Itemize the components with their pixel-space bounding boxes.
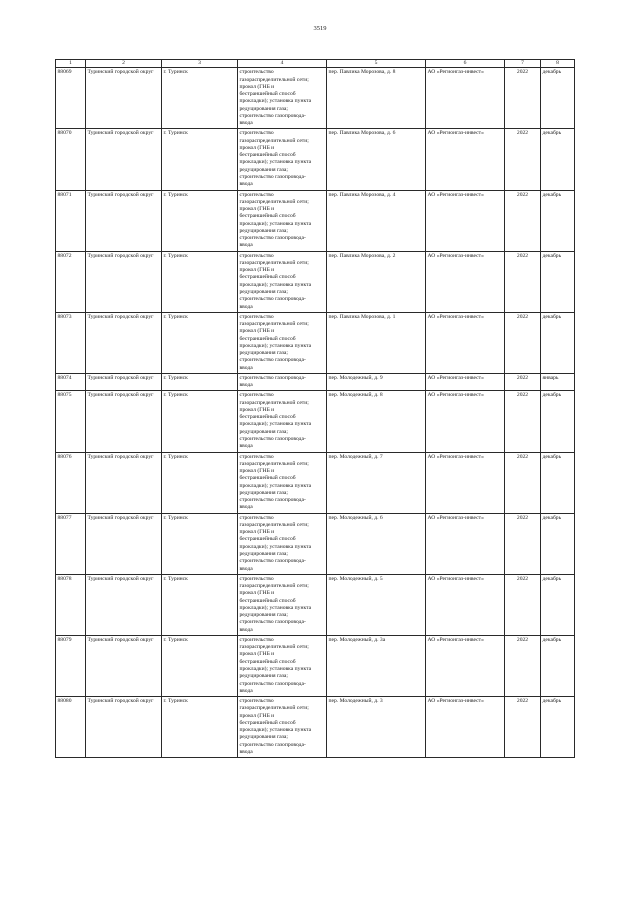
month-cell: декабрь xyxy=(541,312,575,373)
gasification-register-table xyxy=(55,59,575,758)
works-line: строительство газопровода- xyxy=(239,296,306,303)
organization-cell: АО «Регионгаз-инвест» xyxy=(426,391,505,452)
works-line: ввода xyxy=(239,687,253,694)
works-line: строительство газопровода- xyxy=(239,235,306,242)
object-id-cell: 88075 xyxy=(56,391,86,452)
month-cell: декабрь xyxy=(541,251,575,312)
year-cell: 2022 xyxy=(505,452,541,513)
works-line: строительство xyxy=(239,453,274,460)
works-line: прокол (ГНБ и xyxy=(239,328,275,335)
object-id-cell: 88076 xyxy=(56,452,86,513)
organization-cell: АО «Регионгаз-инвест» xyxy=(426,68,505,129)
works-line: ввода xyxy=(239,565,253,572)
works-line: редуцирования газа; xyxy=(239,612,288,619)
works-line: прокол (ГНБ и xyxy=(239,651,275,658)
year-cell: 2022 xyxy=(505,129,541,190)
works-line: бестраншейный способ xyxy=(239,274,296,281)
district-cell: Туринский городской округ xyxy=(86,251,162,312)
works-line: прокладки); установка пункта xyxy=(239,281,312,288)
table-row xyxy=(56,68,575,129)
year-cell: 2022 xyxy=(505,635,541,696)
object-id-cell: 88079 xyxy=(56,635,86,696)
works-line: строительство xyxy=(239,575,274,582)
works-line: газораспределительной сети; xyxy=(239,644,309,651)
month-cell: декабрь xyxy=(541,391,575,452)
works-line: прокол (ГНБ и xyxy=(239,712,275,719)
locality-cell: г. Туринск xyxy=(162,190,238,251)
table-row xyxy=(56,190,575,251)
works-line: бестраншейный способ xyxy=(239,335,296,342)
month-cell: декабрь xyxy=(541,68,575,129)
object-id-cell: 88073 xyxy=(56,312,86,373)
works-cell xyxy=(238,391,327,452)
address-cell: пер. Павлика Морозова, д. 8 xyxy=(327,68,426,129)
works-line: ввода xyxy=(239,181,253,188)
year-cell: 2022 xyxy=(505,697,541,758)
works-line: прокладки); установка пункта xyxy=(239,604,312,611)
works-line: прокол (ГНБ и xyxy=(239,206,275,213)
works-line: редуцирования газа; xyxy=(239,673,288,680)
works-line: строительство xyxy=(239,636,274,643)
works-cell xyxy=(238,697,327,758)
locality-cell: г. Туринск xyxy=(162,513,238,574)
works-line: бестраншейный способ xyxy=(239,658,296,665)
column-number-cell: 4 xyxy=(238,60,327,68)
works-cell xyxy=(238,574,327,635)
address-cell: пер. Молодежный, д. 5 xyxy=(327,574,426,635)
works-cell xyxy=(238,312,327,373)
works-line: газораспределительной сети; xyxy=(239,198,309,205)
column-number-cell: 8 xyxy=(541,60,575,68)
works-line: газораспределительной сети; xyxy=(239,399,309,406)
works-line: строительство xyxy=(239,69,274,76)
works-line: прокладки); установка пункта xyxy=(239,159,312,166)
works-line: прокладки); установка пункта xyxy=(239,543,312,550)
object-id-cell: 88072 xyxy=(56,251,86,312)
works-line: газораспределительной сети; xyxy=(239,76,309,83)
district-cell: Туринский городской округ xyxy=(86,190,162,251)
works-line: прокладки); установка пункта xyxy=(239,220,312,227)
works-line: строительство газопровода- xyxy=(239,112,306,119)
month-cell: декабрь xyxy=(541,635,575,696)
works-line: газораспределительной сети; xyxy=(239,521,309,528)
month-cell: декабрь xyxy=(541,697,575,758)
works-line: бестраншейный способ xyxy=(239,719,296,726)
column-number-cell: 6 xyxy=(426,60,505,68)
works-line: прокол (ГНБ и xyxy=(239,468,275,475)
column-number-cell: 1 xyxy=(56,60,86,68)
works-line: редуцирования газа; xyxy=(239,551,288,557)
works-line: прокол (ГНБ и xyxy=(239,406,275,413)
address-cell: пер. Павлика Морозова, д. 2 xyxy=(327,251,426,312)
table-row xyxy=(56,574,575,635)
works-line: строительство xyxy=(239,514,274,521)
table-body xyxy=(56,60,575,758)
works-line: строительство газопровода- xyxy=(239,173,306,180)
locality-cell: г. Туринск xyxy=(162,635,238,696)
works-line: бестраншейный способ xyxy=(239,213,296,220)
works-cell xyxy=(238,635,327,696)
organization-cell: АО «Регионгаз-инвест» xyxy=(426,513,505,574)
works-line: ввода xyxy=(239,443,253,450)
column-number-cell: 3 xyxy=(162,60,238,68)
works-line: бестраншейный способ xyxy=(239,475,296,482)
locality-cell: г. Туринск xyxy=(162,452,238,513)
month-cell: декабрь xyxy=(541,129,575,190)
organization-cell: АО «Регионгаз-инвест» xyxy=(426,574,505,635)
works-cell xyxy=(238,513,327,574)
works-line: прокол (ГНБ и xyxy=(239,590,275,597)
works-line: прокол (ГНБ и xyxy=(239,267,275,274)
month-cell: декабрь xyxy=(541,513,575,574)
works-line: редуцирования газа; xyxy=(239,350,288,357)
works-line: ввода xyxy=(239,626,253,633)
address-cell: пер. Павлика Морозова, д. 6 xyxy=(327,129,426,190)
works-line: ввода xyxy=(239,120,253,127)
works-line: ввода xyxy=(239,382,253,389)
works-line: строительство xyxy=(239,313,274,320)
works-line: строительство xyxy=(239,698,274,705)
works-line: ввода xyxy=(239,242,253,249)
locality-cell: г. Туринск xyxy=(162,129,238,190)
locality-cell: г. Туринск xyxy=(162,68,238,129)
district-cell: Туринский городской округ xyxy=(86,513,162,574)
district-cell: Туринский городской округ xyxy=(86,635,162,696)
object-id-cell: 88080 xyxy=(56,697,86,758)
district-cell: Туринский городской округ xyxy=(86,697,162,758)
organization-cell: АО «Регионгаз-инвест» xyxy=(426,190,505,251)
organization-cell: АО «Регионгаз-инвест» xyxy=(426,697,505,758)
works-line: ввода xyxy=(239,748,253,755)
works-line: газораспределительной сети; xyxy=(239,460,309,467)
works-line: прокол (ГНБ и xyxy=(239,83,275,90)
column-number-cell: 7 xyxy=(505,60,541,68)
district-cell: Туринский городской округ xyxy=(86,574,162,635)
locality-cell: г. Туринск xyxy=(162,574,238,635)
district-cell: Туринский городской округ xyxy=(86,373,162,391)
works-line: строительство газопровода- xyxy=(239,619,306,626)
organization-cell: АО «Регионгаз-инвест» xyxy=(426,452,505,513)
district-cell: Туринский городской округ xyxy=(86,452,162,513)
year-cell: 2022 xyxy=(505,68,541,129)
year-cell: 2022 xyxy=(505,251,541,312)
object-id-cell: 88077 xyxy=(56,513,86,574)
column-number-cell: 2 xyxy=(86,60,162,68)
year-cell: 2022 xyxy=(505,190,541,251)
works-line: бестраншейный способ xyxy=(239,597,296,604)
address-cell: пер. Молодежный, д. 3 xyxy=(327,697,426,758)
works-line: газораспределительной сети; xyxy=(239,705,309,712)
works-line: редуцирования газа; xyxy=(239,734,288,741)
address-cell: пер. Молодежный, д. 3а xyxy=(327,635,426,696)
works-line: ввода xyxy=(239,364,253,371)
organization-cell: АО «Регионгаз-инвест» xyxy=(426,635,505,696)
month-cell: январь xyxy=(541,373,575,391)
works-line: прокладки); установка пункта xyxy=(239,342,312,349)
year-cell: 2022 xyxy=(505,391,541,452)
organization-cell: АО «Регионгаз-инвест» xyxy=(426,129,505,190)
object-id-cell: 88069 xyxy=(56,68,86,129)
works-line: строительство газопровода- xyxy=(239,436,306,443)
table-row xyxy=(56,635,575,696)
table-row xyxy=(56,373,575,391)
works-line: прокол (ГНБ и xyxy=(239,144,275,151)
works-line: редуцирования газа; xyxy=(239,428,288,435)
works-line: бестраншейный способ xyxy=(239,414,296,421)
works-cell xyxy=(238,452,327,513)
month-cell: декабрь xyxy=(541,574,575,635)
works-line: строительство газопровода- xyxy=(239,357,306,364)
works-line: прокладки); установка пункта xyxy=(239,98,312,105)
month-cell: декабрь xyxy=(541,452,575,513)
object-id-cell: 88070 xyxy=(56,129,86,190)
works-line: строительство газопровода- xyxy=(239,374,306,381)
year-cell: 2022 xyxy=(505,373,541,391)
works-line: прокладки); установка пункта xyxy=(239,665,312,672)
works-cell xyxy=(238,68,327,129)
works-line: прокладки); установка пункта xyxy=(239,482,312,489)
object-id-cell: 88071 xyxy=(56,190,86,251)
locality-cell: г. Туринск xyxy=(162,312,238,373)
object-id-cell: 88074 xyxy=(56,373,86,391)
district-cell: Туринский городской округ xyxy=(86,129,162,190)
works-line: газораспределительной сети; xyxy=(239,321,309,328)
works-line: строительство xyxy=(239,252,274,259)
table-row xyxy=(56,697,575,758)
works-line: прокладки); установка пункта xyxy=(239,727,312,734)
works-line: прокладки); установка пункта xyxy=(239,421,312,428)
page-number: 3519 xyxy=(313,25,327,32)
table-row xyxy=(56,391,575,452)
address-cell: пер. Павлика Морозова, д. 4 xyxy=(327,190,426,251)
address-cell: пер. Молодежный, д. 7 xyxy=(327,452,426,513)
works-line: бестраншейный способ xyxy=(239,152,296,159)
works-line: строительство газопровода- xyxy=(239,741,306,748)
month-cell: декабрь xyxy=(541,190,575,251)
works-cell xyxy=(238,129,327,190)
district-cell: Туринский городской округ xyxy=(86,312,162,373)
works-cell xyxy=(238,373,327,391)
works-line: ввода xyxy=(239,303,253,310)
organization-cell: АО «Регионгаз-инвест» xyxy=(426,251,505,312)
locality-cell: г. Туринск xyxy=(162,251,238,312)
works-line: строительство xyxy=(239,392,274,399)
works-line: редуцирования газа; xyxy=(239,166,288,173)
works-line: редуцирования газа; xyxy=(239,227,288,234)
locality-cell: г. Туринск xyxy=(162,373,238,391)
works-line: газораспределительной сети; xyxy=(239,137,309,144)
year-cell: 2022 xyxy=(505,312,541,373)
works-line: строительство газопровода- xyxy=(239,497,306,504)
works-line: редуцирования газа; xyxy=(239,105,288,112)
table-row xyxy=(56,312,575,373)
year-cell: 2022 xyxy=(505,574,541,635)
locality-cell: г. Туринск xyxy=(162,391,238,452)
address-cell: пер. Молодежный, д. 6 xyxy=(327,513,426,574)
organization-cell: АО «Регионгаз-инвест» xyxy=(426,312,505,373)
works-cell xyxy=(238,251,327,312)
address-cell: пер. Молодежный, д. 9 xyxy=(327,373,426,391)
works-line: строительство газопровода- xyxy=(239,680,306,687)
locality-cell: г. Туринск xyxy=(162,697,238,758)
district-cell: Туринский городской округ xyxy=(86,391,162,452)
organization-cell: АО «Регионгаз-инвест» xyxy=(426,373,505,391)
address-cell: пер. Павлика Морозова, д. 1 xyxy=(327,312,426,373)
works-line: бестраншейный способ xyxy=(239,91,296,98)
works-cell xyxy=(238,190,327,251)
table-row xyxy=(56,452,575,513)
works-line: редуцирования газа; xyxy=(239,288,288,295)
district-cell: Туринский городской округ xyxy=(86,68,162,129)
object-id-cell: 88078 xyxy=(56,574,86,635)
table-row xyxy=(56,513,575,574)
works-line: газораспределительной сети; xyxy=(239,259,309,266)
works-line: редуцирования газа; xyxy=(239,489,288,496)
table-row xyxy=(56,129,575,190)
works-line: газораспределительной сети; xyxy=(239,583,309,590)
table-row xyxy=(56,251,575,312)
works-line: прокол (ГНБ и xyxy=(239,529,275,536)
works-line: ввода xyxy=(239,504,253,511)
column-number-row xyxy=(56,60,575,68)
works-line: строительство газопровода- xyxy=(239,558,306,565)
address-cell: пер. Молодежный, д. 8 xyxy=(327,391,426,452)
column-number-cell: 5 xyxy=(327,60,426,68)
works-line: бестраншейный способ xyxy=(239,536,296,543)
works-line: строительство xyxy=(239,191,274,198)
year-cell: 2022 xyxy=(505,513,541,574)
works-line: строительство xyxy=(239,130,274,137)
